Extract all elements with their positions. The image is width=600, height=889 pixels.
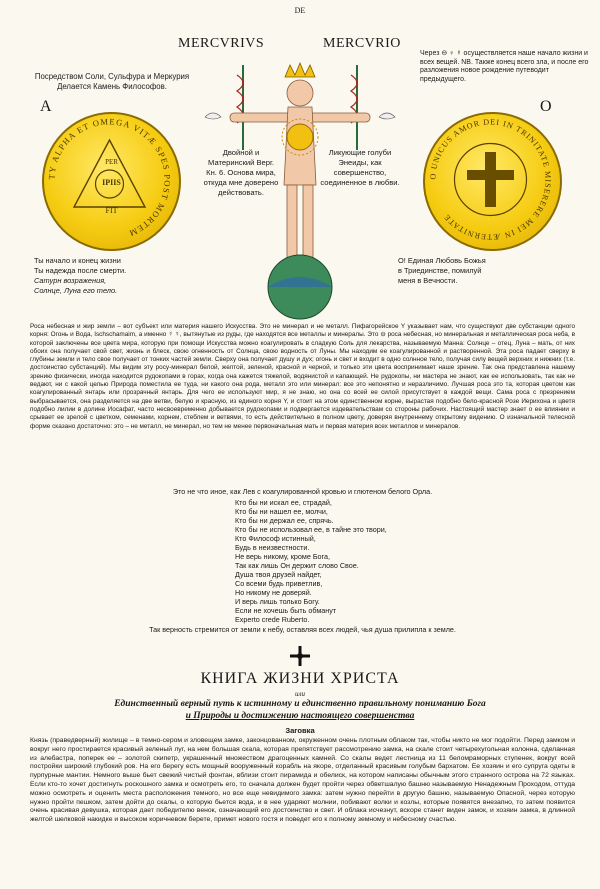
top-left-note: Посредством Соли, Сульфура и Меркурия Делается Камень Философов. <box>34 72 190 91</box>
right-verse-line: меня в Вечности. <box>398 276 458 285</box>
poem-line: Кто бы ни нашел ее, молчи, <box>235 507 328 516</box>
left-verse-line: Сатурн возражения, <box>34 276 107 285</box>
book-section-heading: Заговка <box>285 726 315 735</box>
poem-line: Со всеми будь приветлив, <box>235 579 323 588</box>
right-medal-ring-svg <box>423 112 558 247</box>
closing-line: Так верность стремится от земли к небу, оставляя всех людей, чья душа прилипла к земле. <box>149 625 456 634</box>
poem-line: Если не хочешь быть обманут <box>235 606 337 615</box>
book-subtitle-2: и Природы и достижению настоящего совершенства <box>185 711 415 721</box>
omega-letter: O <box>540 98 552 115</box>
left-verse-line: Солнце, Луна его тело. <box>34 286 118 295</box>
book-ili: или <box>294 690 306 698</box>
intro-line: Это не что иное, как Лев с коагулированной кровью и глютеном белого Орла. <box>172 487 433 496</box>
left-medal-ring-text: ΤΥ ALPHA ET OMEGA VITÆ SPES POST MORTEM <box>46 116 173 239</box>
left-golden-medal <box>42 112 181 251</box>
left-dove-icon <box>205 113 221 119</box>
left-verse <box>34 256 126 296</box>
left-medal-per: PER <box>105 158 118 166</box>
book-title: КНИГА ЖИЗНИ ХРИСТА <box>200 670 400 687</box>
book-subtitle-1: Единственный верный путь к истинному и единственно правильному пониманию Бога <box>114 699 486 709</box>
head-icon <box>287 80 313 106</box>
poem-line: Будь в неизвестности. <box>235 543 310 552</box>
ornament-cross-icon <box>289 645 311 667</box>
poem-line: Experto crede Ruberto. <box>235 615 310 624</box>
poem-line: И верь лишь только Богу. <box>235 597 320 606</box>
poem-line: Но никому не доверяй. <box>235 588 312 597</box>
triangle-icon <box>74 140 145 207</box>
header-right-title: MERCVRIO <box>323 36 401 51</box>
left-medal-ipiis: IPIIS <box>102 178 121 187</box>
poem-line: Кто бы не использовал ее, в тайне это твори, <box>235 525 387 534</box>
crown-icon <box>285 63 315 77</box>
poem-line: Не верь никому, кроме Бога, <box>235 552 331 561</box>
right-verse-line: О! Единая Любовь Божья <box>398 256 486 265</box>
top-right-note: Через ⊖ ♀ ☿ осуществляется наше начало жизни и всех вещей. NB. Также конец всего зла, и после его разложения новое рождение путеводит предыдущего. <box>420 50 589 83</box>
poem-line: Кто Философ истинный, <box>235 534 316 543</box>
left-verse-line: Ты надежда после смерти. <box>34 266 127 275</box>
alpha-letter: A <box>40 98 52 115</box>
right-medal-ring-text: O UNICUS AMOR DEI IN TRINITATE MISERERE MEI IN ÆTERNITATE <box>428 117 553 242</box>
right-golden-medal <box>423 112 562 251</box>
poem-line: Кто бы ни держал ее, спрячь. <box>235 516 334 525</box>
sun-icon <box>287 124 313 150</box>
poem-line: Так как лишь Он держит слово Свое. <box>235 561 359 570</box>
book-body: Князь (праведверный) жилище – в темно-сером и зловещем замке, законцованном, окруженном очень плотным облаком так, чтобы никто не мог подойти. Перед замком и вокруг него простирается красивый зеленый луг, на нем большая скала, которая препятствует рассмотрению замка, на скале стоит четырехугольная колонна, сделанная из алебастра, поперек ее – золотой скипетр, украшенный множеством драгоценных камней. Со скалы ведет лестница из 11 беломраморных ступенек, вокруг всей постройки широкий глубокий ров. На его берегу есть мощный вооруженный корабль на якоре, отделанный красивым голубым бархатом. Ее хозяин и его супруга одеты в пурпурные мантии. Немного выше бьет свежий чистый фонтан, вблизи стоит пирамида и обелиск, на котором написаны обычным этого странного острова на 72 языках. Если кто-то хочет достигнуть роскошного замка и осмотреть его, то сначала должен будет пройти через обветшалую башню называемую Ненадежным Проходом, оттуда можно осмотреть и оценить места расположения темного, но все еще невидимого замка: затем нужно перейти в другую башню, называемую Опасной, через которую нужно пройти пешком, затем дойти до скалы, о которую бьется вода, и в нее ударяют молнии, побивают волки и козлы, которые появятся внезапно, то затем появится очень красивая девушка, которая дает победителю венок, означающий его достоинство и свет. И облака исчезнут, вскоре станет виден замок, и хозяин замка, в длинной желтой шелковой накидке и высоком коричневом берете, примет нового гостя и поведет его к полному земному и небесному счастью. <box>30 737 575 824</box>
header-de: DE <box>294 6 306 15</box>
header-left-title: MERCVRIVS <box>178 36 265 51</box>
main-text: Роса небесная и жир земли – вот субъект или материя нашего Искусства. Это не минерал и не металл. Пифагорейское Y указывает нам, что существуют две субстанции одного корня: Огонь и Вода, Ischschamaim, а именно ☿ ☿, вытянутые из руды, где находятся все металлы и минералы. Это ⊖ роса небесная, но минеральная и металлическая роса неба, в которой заключены все цвета мира, которую при помощи Искусства можно коагулировать в сладкую Соль для лекарства, называемую Манна: Солнце – отец, Луна – мать, от них обоих она получает свой свет, жизнь и блеск, свою огненность от Солнца, свою водность от Луны. Мы находим ее коагулированной и растворенной. Эта роса падает сверху в глубины земли и тело свое получает от тонких частей земли. Сверху она получает душу и дух; огонь и свет и входит в одно солнное тело, получая силу вещей верхних и нижних (т.е. достоинство субстанций). Мы видим эту росу-минерал белой, желтой, зеленой, красной и черной, и только эти цвета воспринимает наше зрение. Так она представлена нашему зрению физически, иногда находится рудокопами в горах, когда она кажется тяжелой, водянистой и капающей. Не рудокопы, ни мастера не знают, как ее использовать, так как не ведают, ни с какой целью Природа поместила ее туда, ни какого она рода, металл это или минерал: все это непонятно и неразличимо. Лучшая роса это та, которая цветом как коагулированный янтарь или прозрачный янтарь. Для чего ее используют мир, я не знаю, но она со всей ее силой присутствует в каждой вещи. Сама роса с презрением выбрасывается, она разделяется на две ветви, белую и красную, из единого корня Y, и стоит на этом единственном корне, вырастая подобно бело-красной Розе Иерихона и цветя подобно лилии в долине Иосафат, часто несвоевременно добывается рудокопами и подвергается издевательствам со стороны рабочих. Настоящий мастер знает о ее влиянии и срывает ее зрелой с цветком, семенами, корнем, стеблем и ветвями, то есть действительно в полном цвету, доверяя внутреннему открытому видению. О изначальной телесной форме сказано достаточно: это – не металл, не минерал, но тем не менее первоначальная мать и первая материя всех металлов и минералов. <box>30 323 575 430</box>
poem-line: Кто бы ни искал ее, страдай, <box>235 498 332 507</box>
figure-right-caption: Ликующие голуби Энеиды, как совершенство, соединенное в любви. <box>320 148 400 187</box>
right-verse-line: в Триединстве, помилуй <box>398 266 482 275</box>
poem <box>235 498 387 624</box>
right-dove-icon <box>379 113 395 119</box>
cross-horizontal-icon <box>467 170 514 180</box>
left-verse-line: Ты начало и конец жизни <box>34 256 121 265</box>
right-verse <box>398 256 486 286</box>
left-medal-fit: FIT <box>105 206 118 215</box>
figure-left-caption: Двойной и Материнский Верг. Кн. 6. Основа мира, откуда мне доверено действовать. <box>203 148 279 197</box>
poem-line: Душа твоя друзей найдет, <box>235 570 322 579</box>
